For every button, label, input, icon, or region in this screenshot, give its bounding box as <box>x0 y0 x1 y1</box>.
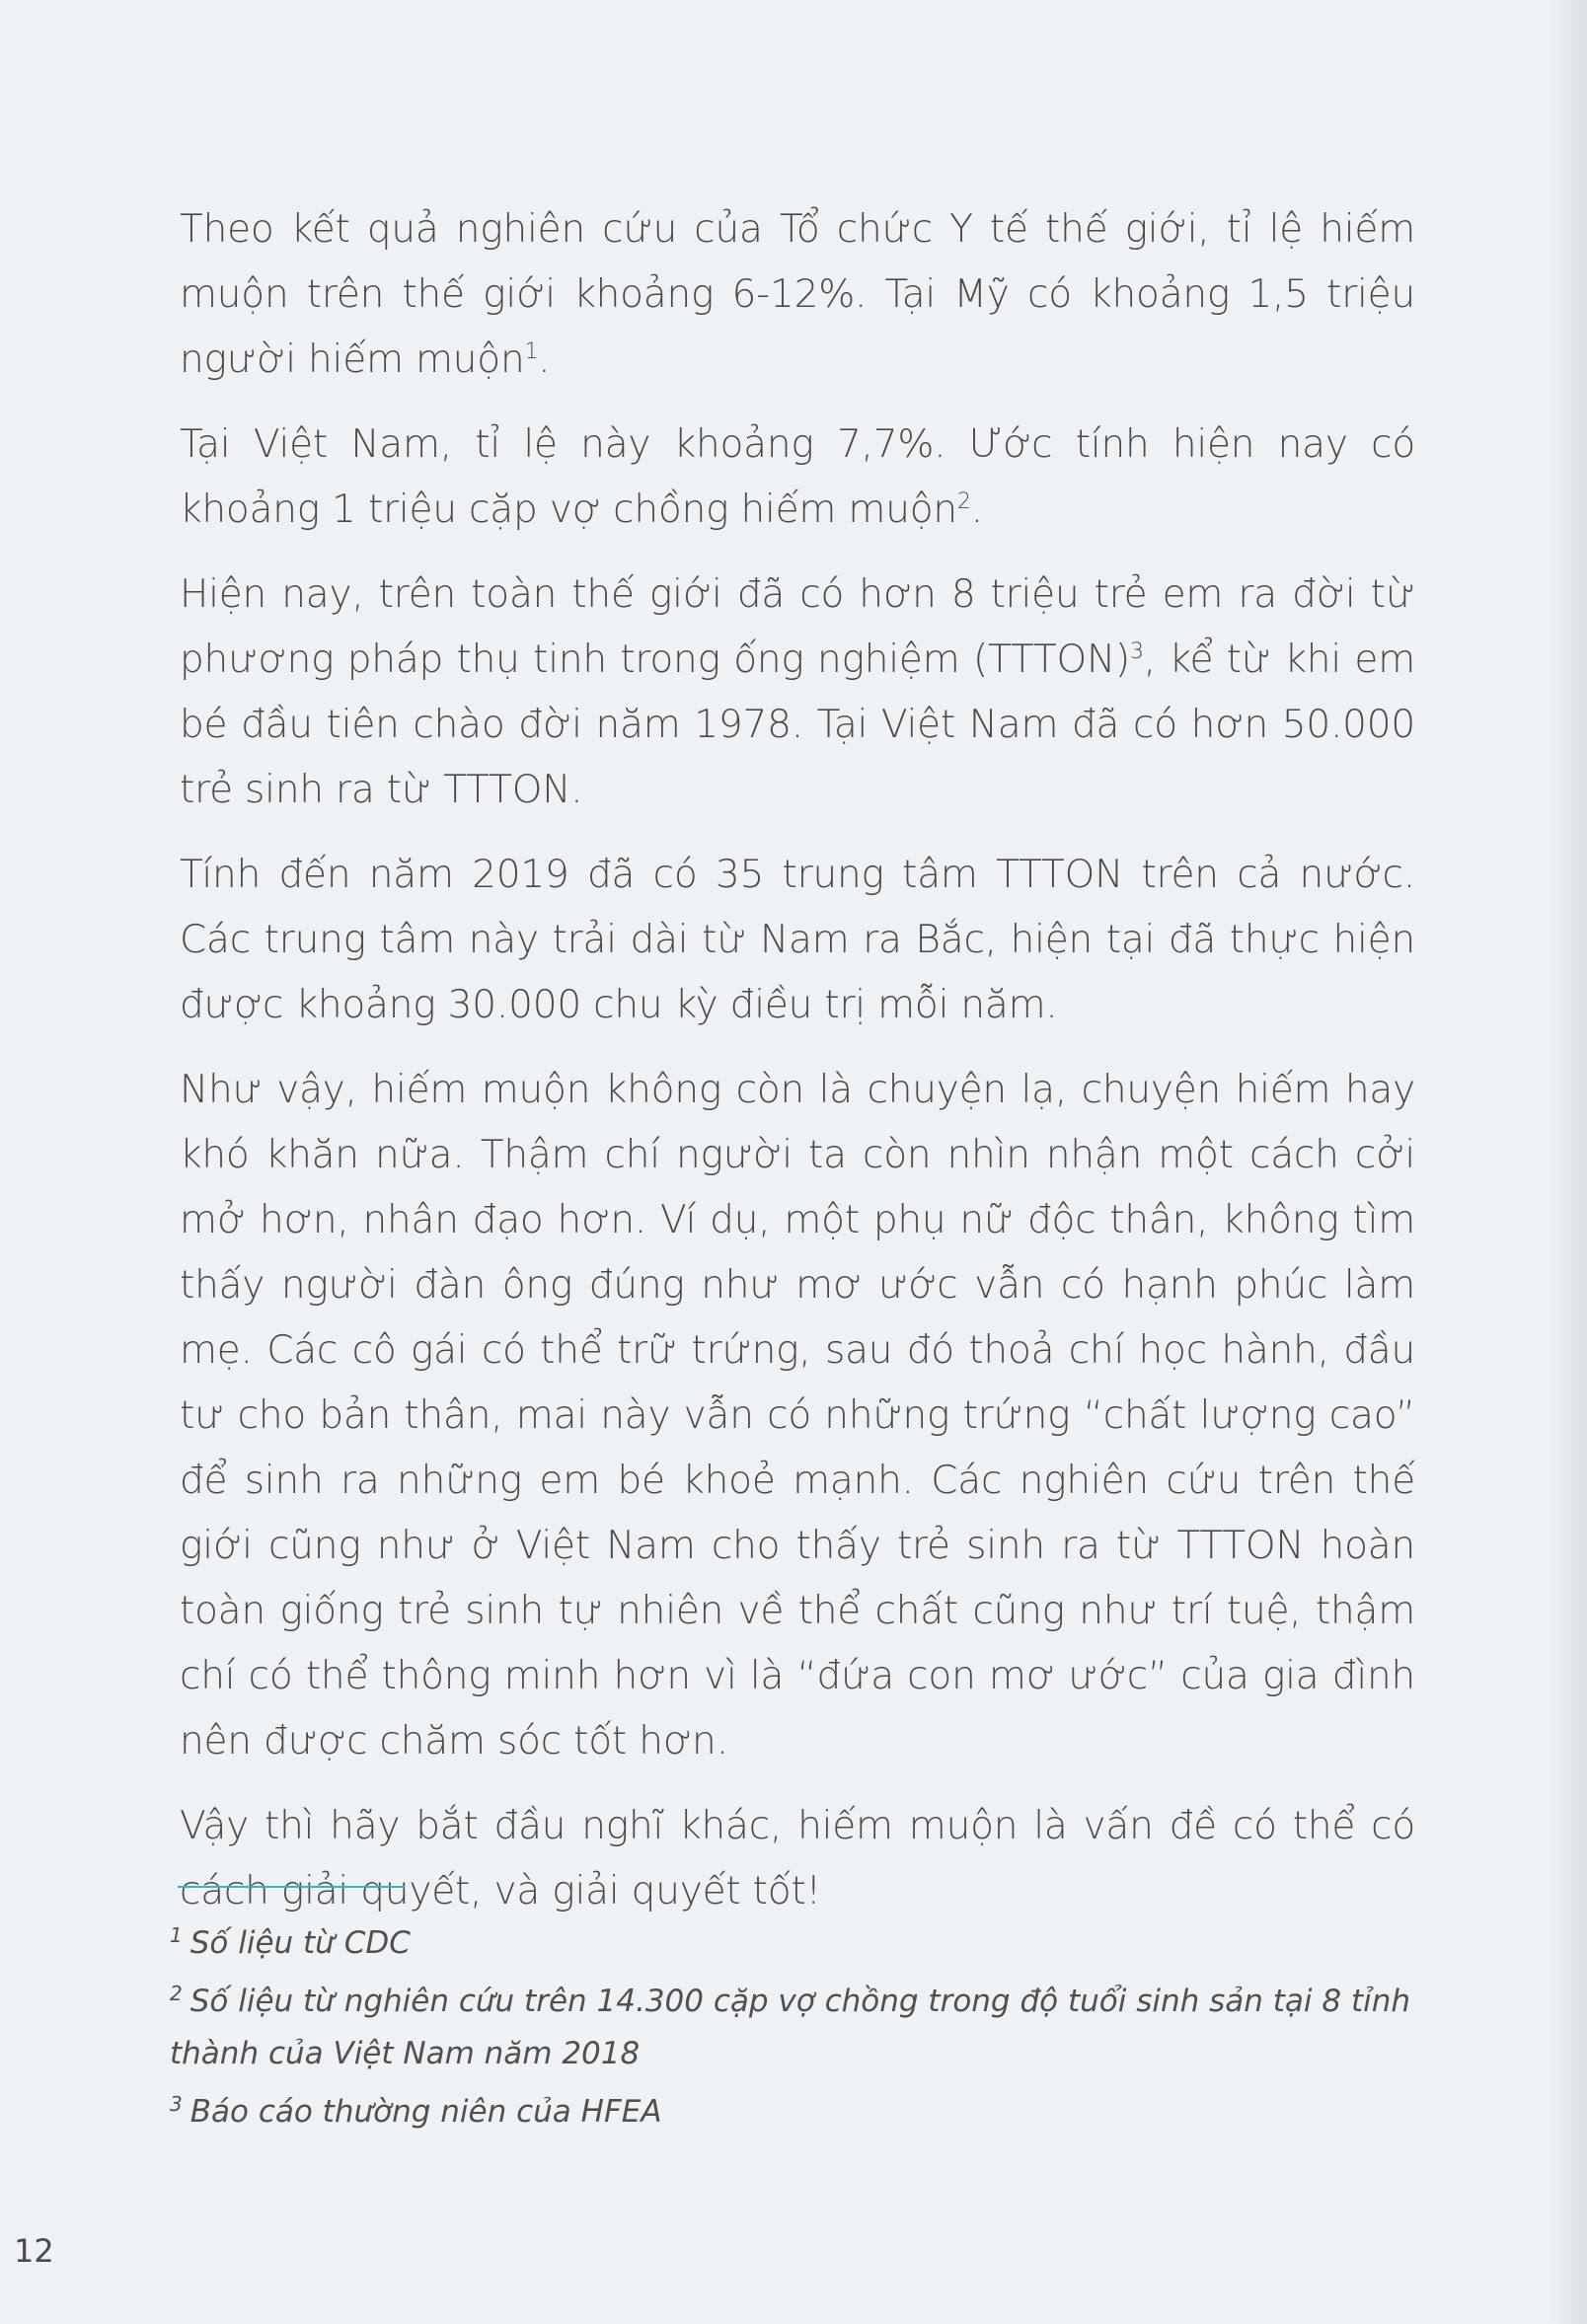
paragraph-text: Hiện nay, trên toàn thế giới đã có hơn 8 triệu trẻ em ra đời từ phương pháp thụ tinh trong ống nghiệm (TTTON) <box>180 572 1415 682</box>
footnote-text: Số liệu từ CDC <box>189 1925 411 1961</box>
paragraph-tail: , kể từ khi em bé đầu tiên chào đời năm 1978. Tại Việt Nam đã có hơn 50.000 trẻ sinh ra từ TTTON. <box>180 637 1415 812</box>
footnote-ref-3: 3 <box>1129 639 1144 664</box>
paragraph-tail: . <box>538 337 551 382</box>
footnote-ref-2: 2 <box>956 489 971 514</box>
paragraph-ivf-centers <box>180 843 1415 1038</box>
footnote-mark: 1 <box>170 1922 183 1947</box>
paragraph-ivf-births <box>180 562 1415 823</box>
paragraph-conclusion <box>180 1794 1415 1924</box>
paragraph-infertility-rate-vietnam <box>180 412 1415 543</box>
footnote-2 <box>170 1976 1423 2080</box>
paragraph-text: Tại Việt Nam, tỉ lệ này khoảng 7,7%. Ước tính hiện nay có khoảng 1 triệu cặp vợ chồng hiếm muộn <box>180 422 1415 532</box>
paragraph-text: Theo kết quả nghiên cứu của Tổ chức Y tế thế giới, tỉ lệ hiếm muộn trên thế giới khoảng 6-12%. Tại Mỹ có khoảng 1,5 triệu người hiếm muộn <box>180 207 1415 382</box>
paragraph-text: Như vậy, hiếm muộn không còn là chuyện lạ, chuyện hiếm hay khó khăn nữa. Thậm chí người ta còn nhìn nhận một cách cởi mở hơn, nhân đạo hơn. Ví dụ, một phụ nữ độc thân, không tìm thấy người đàn ông đúng như mơ ước vẫn có hạnh phúc làm mẹ. Các cô gái có thể trữ trứng, sau đó thoả chí học hành, đầu tư cho bản thân, mai này vẫn có những trứng “chất lượng cao” để sinh ra những em bé khoẻ mạnh. Các nghiên cứu trên thế giới cũng như ở Việt Nam cho thấy trẻ sinh ra từ TTTON hoàn toàn giống trẻ sinh tự nhiên về thể chất cũng như trí tuệ, thậm chí có thể thông minh hơn vì là “đứa con mơ ước” của gia đình nên được chăm sóc tốt hơn. <box>180 1068 1415 1763</box>
paragraph-attitudes <box>180 1058 1415 1774</box>
body-text <box>180 197 1415 1944</box>
footnotes <box>170 1917 1423 2144</box>
paragraph-text: Vậy thì hãy bắt đầu nghĩ khác, hiếm muộn là vấn đề có thể có cách giải quyết, và giải quyết tốt! <box>180 1804 1415 1913</box>
footnote-mark: 3 <box>170 2091 183 2116</box>
footnote-ref-1: 1 <box>524 339 539 364</box>
page-number: 12 <box>14 2232 54 2270</box>
page-edge-shadow <box>1548 0 1587 2324</box>
footnote-text: Số liệu từ nghiên cứu trên 14.300 cặp vợ chồng trong độ tuổi sinh sản tại 8 tỉnh thành của Việt Nam năm 2018 <box>170 1984 1411 2071</box>
paragraph-infertility-rate-world <box>180 197 1415 393</box>
footnote-text: Báo cáo thường niên của HFEA <box>189 2094 662 2130</box>
footnote-3 <box>170 2086 1423 2138</box>
footnote-mark: 2 <box>170 1981 183 2005</box>
footnote-1 <box>170 1917 1423 1970</box>
paragraph-text: Tính đến năm 2019 đã có 35 trung tâm TTTON trên cả nước. Các trung tâm này trải dài từ Nam ra Bắc, hiện tại đã thực hiện được khoảng 30.000 chu kỳ điều trị mỗi năm. <box>180 853 1415 1027</box>
paragraph-tail: . <box>970 487 983 532</box>
footnote-divider <box>178 1886 405 1888</box>
